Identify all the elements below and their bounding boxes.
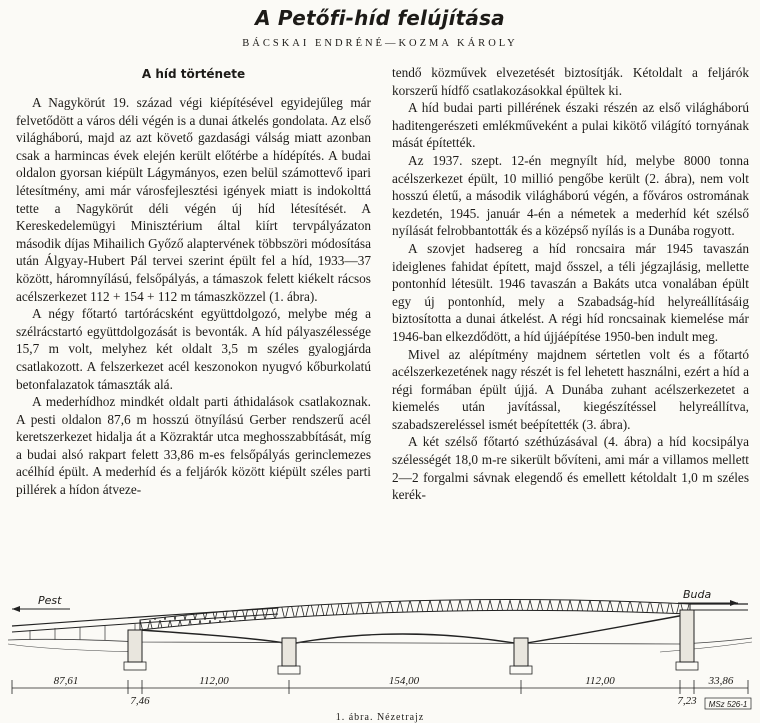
paragraph: Az 1937. szept. 12-én megnyílt híd, melybe 8000 tonna acélszerkezet épült, 10 millió pengőbe került (2. ábra), nem volt hosszú életű, a második világháború végén, a főváros ostromának kezdetén, 1945. január 4-én a németek a mederhíd két szélső nyílását felrobbantották és a középső nyílás is a Dunába rogyott. [392, 152, 749, 239]
section-heading: A híd története [141, 67, 246, 81]
dimension-label: 7,23 [677, 695, 697, 707]
paragraph: Mivel az alépítmény majdnem sértetlen volt és a főtartó acélszerkezetének nagy részét is fel lehetett használni, ezért a híd a régi formában épült újjá. A Dunába zuhant acélszerkezetet a kiemelés után javítással, kiegészítéssel helyreállítva, szabadszereléssel ismét beépítették (3. ábra). [392, 346, 749, 432]
paragraph: A Nagykörút 19. század végi kiépítésével egyidejűleg már felvetődött a város déli végén is a dunai átkelés gondolata. Az első világháború, majd az azt követő gazdasági válság miatt azonban csak a harmincas évek elején került előtérbe a hídépítés. A budai oldalon gyorsan kiépült Lágymányos, ezen belül számottevő ipari létesítmény, ami már városfejlesztési igények miatt is indokolttá tette a Nagykörút déli végén új híd létesítését. A Kereskedelemügyi Minisztérium által kiírt tervpályázaton második díjas Mihailich Győző alaptervének többszöri módosítása után Álgyay-Hubert Pál tervei szerint épült fel a híd, 1933—37 között, háromnyílású, felsőpályás, a támaszok felett kiékelt rácsos acélszerkezet 112 + 154 + 112 m támaszközzel (1. ábra). [16, 95, 371, 304]
dimension-label: 87,61 [53, 675, 79, 687]
dimension-label: 112,00 [585, 675, 615, 687]
paragraph: A két szélső főtartó széthúzásával (4. ábra) a híd kocsipálya szélességét 18,0 m-re sikerült bővíteni, ami már a villamos mellett 2—2 forgalmi sávnak elegendő és emellett kétoldalt 1,0 m széles kerék- [392, 434, 749, 503]
buda-label: Buda [683, 588, 712, 601]
pest-abutment [128, 630, 142, 662]
pier-2 [514, 638, 528, 666]
left-column [16, 66, 371, 499]
arrow-right-icon [730, 600, 738, 606]
right-column [392, 64, 749, 504]
bridge-elevation-drawing [0, 580, 760, 723]
article-title: A Petőfi-híd felújítása [255, 6, 505, 30]
dimension-label: 7,46 [130, 695, 150, 707]
paragraph: A négy főtartó tartórácsként együttdolgozó, melybe még a szélrácstartó együttdolgozását is bevonták. A híd pályaszélessége 15,7 m volt, melyhez két oldalt 3,5 m széles gyalogjárda csatlakozott. A felszerkezet acél keszonokon nyugvó kőburkolatú betonfalazatok támaszták alá. [16, 306, 371, 392]
buda-label-group [678, 588, 738, 606]
dimension-label: 112,00 [199, 675, 229, 687]
dimension-label: 154,00 [388, 675, 420, 687]
paragraph: tendő közművek elvezetését biztosítják. Kétoldalt a feljárók korszerű hídfő csatlakozásokkal épültek ki. [392, 65, 749, 98]
buda-abutment [680, 610, 694, 662]
dimension-label: 33,86 [708, 675, 734, 687]
paragraph: A szovjet hadsereg a híd roncsaira már 1945 tavaszán ideiglenes fahidat épített, majd ősszel, a téli jégzajlásig, mellette pontonhíd létesült. 1946 tavaszán a Bakáts utca vonalában épült egy új pontonhíd, mely a Szabadság-híd helyreállításáig biztosította a dunai átkelést. A régi híd roncsainak kiemelése már 1946-ban elkezdődött, a híd újjáépítése 1950-ben indult meg. [392, 240, 749, 344]
article-authors: BÁCSKAI ENDRÉNÉ—KOZMA KÁROLY [242, 38, 518, 49]
pier-1 [282, 638, 296, 666]
figure-caption: 1. ábra. Nézetrajz [335, 712, 425, 723]
paragraph: A mederhídhoz mindkét oldalt parti áthidalások csatlakoznak. A pesti oldalon 87,6 m hosszú ötnyílású Gerber rendszerű acél keretszerkezet hidalja át a Közraktár utca meghosszabbítását, míg a budai alsó rakpart felett 33,86 m-es felsőpályás gerinclemezes acélhíd épült. A mederhíd és a feljárók között kiépült széles parti pillérek a hídon átveze- [16, 394, 371, 498]
drawing-stamp: MSz 526-1 [708, 700, 748, 709]
paragraph: A híd budai parti pillérének északi részén az első világháború haditengerészeti emlékműveként a pulai kikötő világító tornyának mását építették. [392, 100, 749, 151]
arrow-left-icon [12, 606, 20, 612]
pest-label-group [12, 594, 70, 612]
pest-label: Pest [38, 594, 62, 607]
